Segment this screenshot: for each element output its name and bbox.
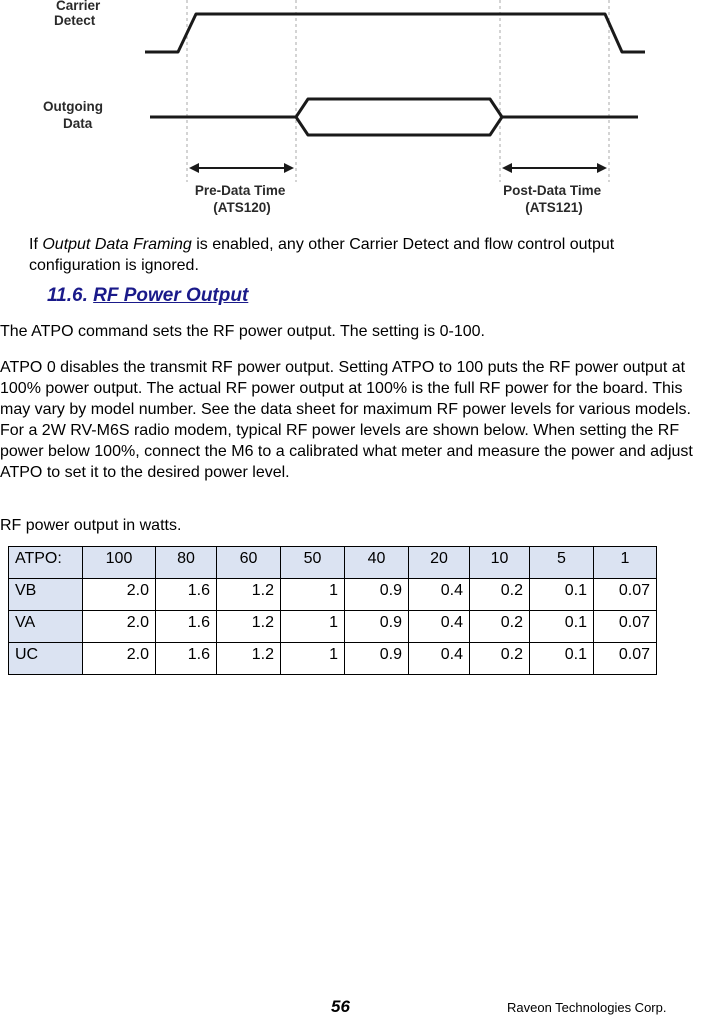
timing-guides	[187, 0, 609, 182]
section-heading	[47, 285, 248, 307]
section-title: RF Power Output	[93, 285, 249, 306]
table-cell: 0.1	[530, 579, 594, 611]
table-row-label: UC	[9, 643, 83, 675]
table-header-cell: 100	[83, 547, 156, 579]
note-prefix: If	[29, 236, 43, 253]
outgoing-data-label: Outgoing Data	[43, 99, 103, 131]
timing-diagram	[0, 0, 706, 225]
carrier-detect-label: Carrier Detect	[54, 0, 101, 28]
table-cell: 2.0	[83, 611, 156, 643]
table-row-label: VB	[9, 579, 83, 611]
table-cell: 0.4	[409, 643, 470, 675]
table-cell: 0.07	[594, 643, 657, 675]
paragraph-atpo-details: ATPO 0 disables the transmit RF power output. Setting ATPO to 100 puts the RF power output at 100% power output. The actual RF power output at 100% is the full RF power for the board. This may vary by model number. See the data sheet for maximum RF power levels for various models. For a 2W RV-M6S radio modem, typical RF power levels are shown below. When setting the RF power below 100%, connect the M6 to a calibrated what meter and measure the power and adjust ATPO to set it to the desired power level.	[0, 359, 693, 481]
rf-power-table	[8, 546, 657, 675]
section-number: 11.6.	[47, 285, 88, 306]
table-header-cell: 50	[281, 547, 345, 579]
table-cell: 1.2	[217, 643, 281, 675]
table-cell: 0.9	[345, 611, 409, 643]
table-cell: 0.07	[594, 611, 657, 643]
table-cell: 1.6	[156, 643, 217, 675]
table-cell: 0.4	[409, 611, 470, 643]
table-cell: 1.2	[217, 611, 281, 643]
table-header-cell: ATPO:	[9, 547, 83, 579]
table-cell: 1.6	[156, 579, 217, 611]
table-cell: 2.0	[83, 579, 156, 611]
table-cell: 0.1	[530, 643, 594, 675]
table-cell: 0.07	[594, 579, 657, 611]
table-header-cell: 60	[217, 547, 281, 579]
post-data-label: Post-Data Time (ATS121)	[503, 183, 602, 215]
pre-data-label: Pre-Data Time (ATS120)	[194, 183, 286, 215]
table-header-cell: 10	[470, 547, 530, 579]
table-cell: 1.6	[156, 611, 217, 643]
table-header-cell: 80	[156, 547, 217, 579]
table-cell: 1.2	[217, 579, 281, 611]
company-name: Raveon Technologies Corp.	[507, 1000, 667, 1015]
table-header-cell: 1	[594, 547, 657, 579]
table-row	[9, 611, 657, 643]
table-cell: 0.2	[470, 611, 530, 643]
table-header-cell: 5	[530, 547, 594, 579]
table-row	[9, 579, 657, 611]
note-suffix: is enabled, any other Carrier Detect and flow control output configuration is ignored.	[29, 236, 615, 274]
paragraph-table-caption: RF power output in watts.	[0, 517, 182, 534]
table-header-cell: 40	[345, 547, 409, 579]
framing-note	[29, 234, 689, 276]
table-cell: 0.4	[409, 579, 470, 611]
carrier-detect-waveform	[145, 14, 645, 52]
table-cell: 1	[281, 579, 345, 611]
table-cell: 0.1	[530, 611, 594, 643]
table-cell: 0.2	[470, 579, 530, 611]
table-cell: 1	[281, 611, 345, 643]
paragraph-atpo-intro: The ATPO command sets the RF power output. The setting is 0-100.	[0, 323, 485, 340]
outgoing-data-waveform	[150, 99, 638, 135]
table-row	[9, 643, 657, 675]
table-row-label: VA	[9, 611, 83, 643]
note-emphasis: Output Data Framing	[42, 236, 192, 253]
table-cell: 2.0	[83, 643, 156, 675]
table-cell: 1	[281, 643, 345, 675]
table-cell: 0.2	[470, 643, 530, 675]
table-header-cell: 20	[409, 547, 470, 579]
table-cell: 0.9	[345, 579, 409, 611]
page-number: 56	[331, 997, 350, 1016]
table-header-row	[9, 547, 657, 579]
table-cell: 0.9	[345, 643, 409, 675]
